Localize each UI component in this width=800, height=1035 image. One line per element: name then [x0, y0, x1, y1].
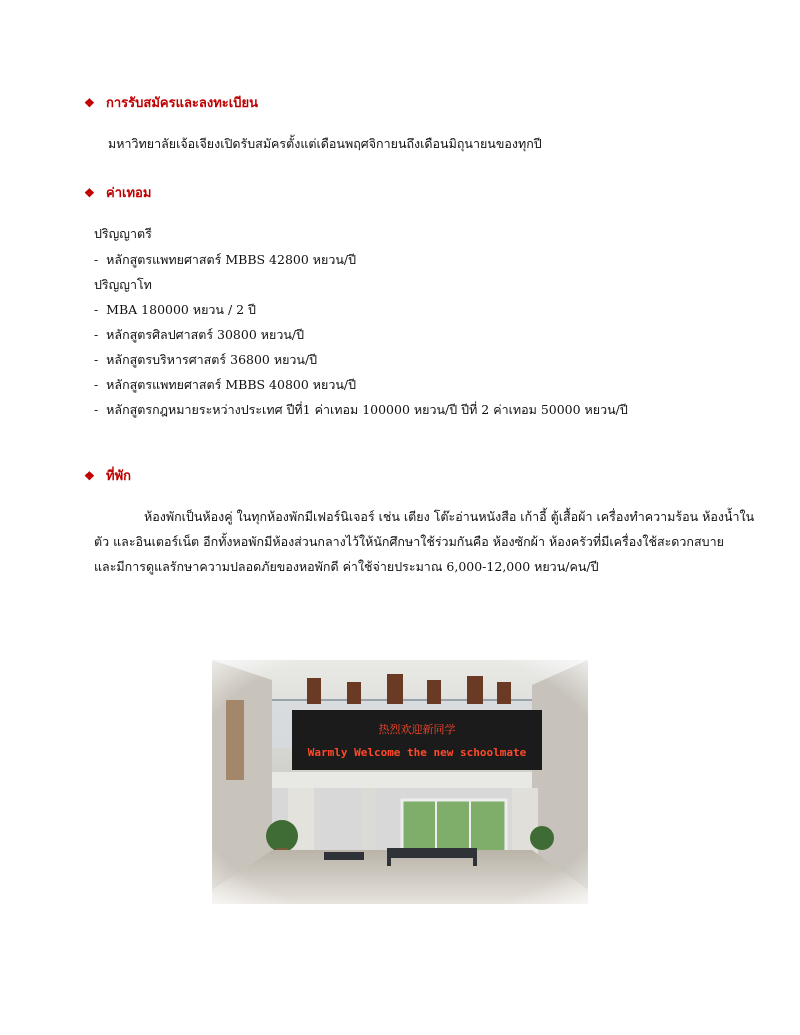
admission-heading-text: การรับสมัครและลงทะเบียน [106, 96, 258, 111]
diamond-bullet-icon: ❖ [84, 185, 95, 200]
list-item: - หลักสูตรกฎหมายระหว่างประเทศ ปีที่1 ค่าเทอม 100000 หยวน/ปี ปีที่ 2 ค่าเทอม 50000 หยวน/ปี [94, 402, 628, 417]
tuition-heading [84, 182, 151, 203]
list-item: - หลักสูตรแพทยศาสตร์ MBBS 40800 หยวน/ปี [94, 377, 357, 392]
bachelor-label: ปริญญาตรี [94, 226, 152, 241]
list-item: - หลักสูตรศิลปศาสตร์ 30800 หยวน/ปี [94, 327, 305, 342]
lobby-illustration [212, 660, 588, 904]
admission-heading [84, 92, 258, 113]
list-item: - หลักสูตรแพทยศาสตร์ MBBS 42800 หยวน/ปี [94, 252, 357, 267]
housing-heading-text: ที่พัก [106, 469, 132, 484]
dormitory-lobby-photo [212, 660, 588, 904]
housing-paragraph: ห้องพักเป็นห้องคู่ ในทุกห้องพักมีเฟอร์นิเจอร์ เช่น เตียง โต๊ะอ่านหนังสือ เก้าอี้ ตู้เสื้อผ้า เครื่องทำความร้อน ห้องน้ำใน ตัว และอินเตอร์เน็ต อีกทั้งหอพักมีห้องส่วนกลางไว้ให้นักศึกษาใช้ร่วมกันคือ ห้องซักผ้า ห้องครัวที่มีเครื่องใช้สะดวกสบาย และมีการดูแลรักษาความปลอดภัยของหอพักดี ค่าใช้จ่ายประมาณ 6,000-12,000 หยวน/คน/ปี [94, 509, 755, 574]
diamond-bullet-icon: ❖ [84, 468, 95, 483]
housing-heading [84, 465, 131, 486]
admission-body: มหาวิทยาลัยเจ้อเจียงเปิดรับสมัครตั้งแต่เดือนพฤศจิกายนถึงเดือนมิถุนายนของทุกปี [108, 136, 542, 151]
list-item: - หลักสูตรบริหารศาสตร์ 36800 หยวน/ปี [94, 352, 318, 367]
diamond-bullet-icon: ❖ [84, 95, 95, 110]
master-label: ปริญญาโท [94, 277, 152, 292]
tuition-heading-text: ค่าเทอม [106, 186, 152, 201]
list-item: - MBA 180000 หยวน / 2 ปี [94, 302, 256, 317]
